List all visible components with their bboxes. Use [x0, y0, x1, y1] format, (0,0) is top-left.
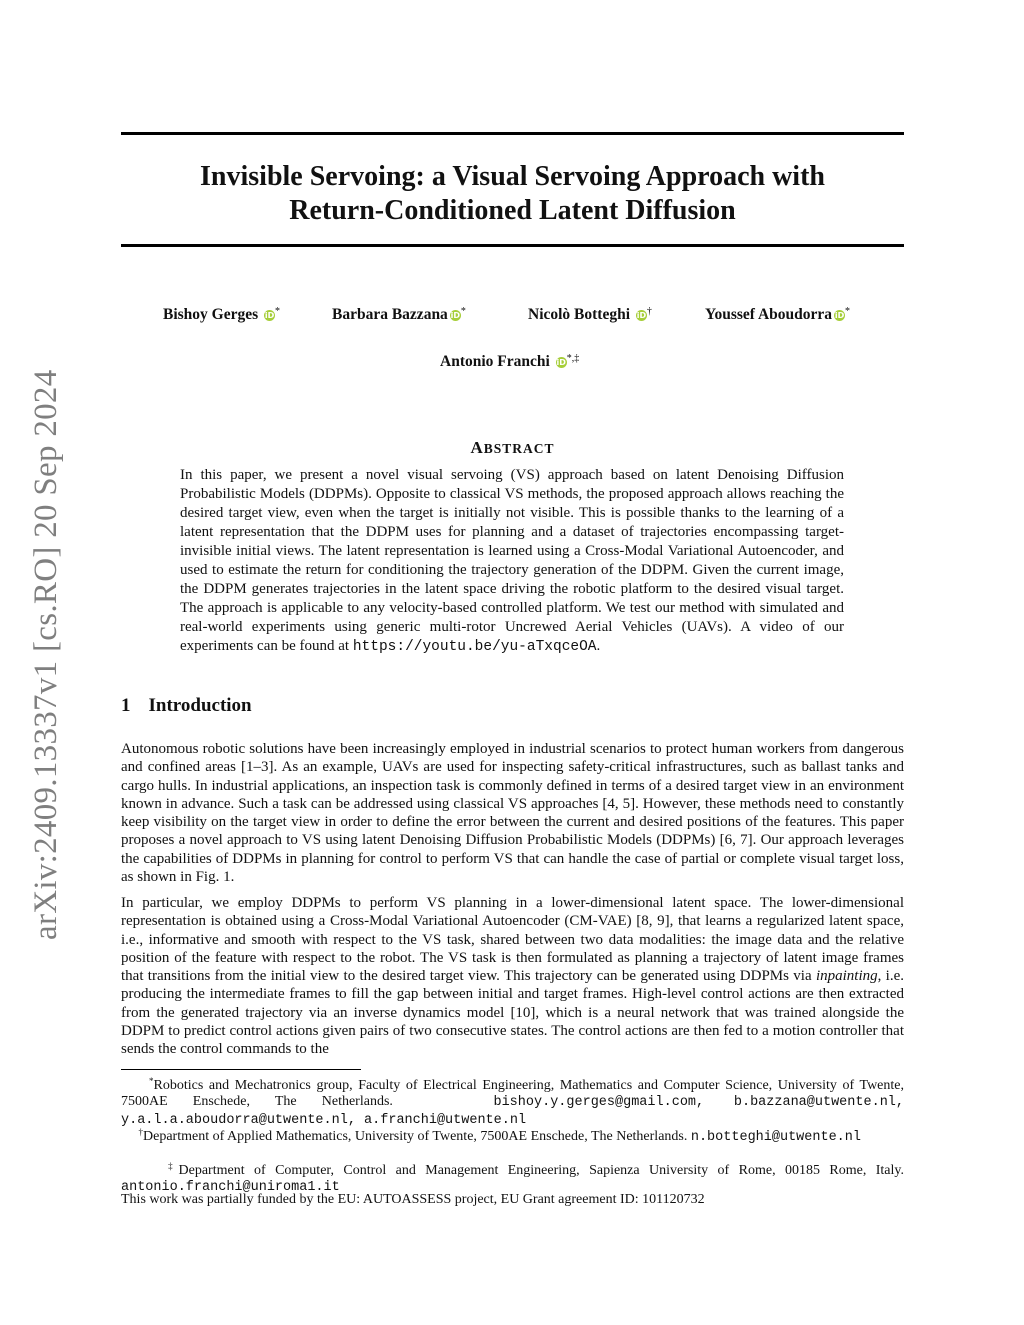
- title-bottom-rule: [121, 244, 904, 247]
- title-line-2: Return-Conditioned Latent Diffusion: [289, 195, 736, 226]
- author-name: Bishoy Gerges: [163, 306, 259, 323]
- section-title: Introduction: [148, 695, 252, 716]
- footnote-rule: [121, 1069, 361, 1070]
- funding-note: This work was partially funded by the EU: AUTOASSESS project, EU Grant agreement ID: 101120732: [121, 1192, 705, 1207]
- orcid-icon[interactable]: iD: [636, 311, 647, 320]
- title-line-1: Invisible Servoing: a Visual Servoing Approach with: [200, 161, 825, 192]
- intro-p2-part-b: , i.e. producing the intermediate frames to fill the gap between initial and target frames. High-level control actions are then extracted from the generated trajectory via an inverse dynamics model [10], which is a neural network that was trained alongside the DDPM to predict control actions given pairs of two consecutive states. The control actions are then fed to a motion controller that sends the control commands to the: [121, 968, 905, 1058]
- footnote-mark: ‡: [168, 1161, 179, 1171]
- video-link[interactable]: https://youtu.be/yu-aTxqceOA: [352, 639, 597, 655]
- section-heading: [121, 695, 252, 717]
- top-rule: [121, 132, 904, 135]
- author-1: [163, 306, 280, 324]
- footnote-mark: †: [138, 1127, 143, 1137]
- footnote-3: [121, 1158, 904, 1197]
- author-5: [440, 353, 579, 371]
- orcid-icon[interactable]: iD: [450, 311, 460, 320]
- orcid-icon[interactable]: iD: [556, 358, 566, 367]
- footnote-text: Department of Applied Mathematics, University of Twente, 7500AE Enschede, The Netherlands.: [143, 1129, 688, 1144]
- footnote-2: [121, 1124, 904, 1146]
- author-affil-mark: *,‡: [566, 353, 580, 364]
- abstract-heading-initial: A: [470, 438, 484, 457]
- footnote-1: [121, 1073, 904, 1129]
- author-name: Antonio Franchi: [440, 353, 550, 370]
- footnote-text: Department of Computer, Control and Management Engineering, Sapienza University of Rome, 00185 Rome, Italy.: [178, 1163, 904, 1178]
- author-name: Nicolò Botteghi: [528, 306, 631, 323]
- footnote-email[interactable]: antonio.franchi@uniroma1.it: [121, 1180, 340, 1196]
- intro-paragraph-2: [121, 894, 904, 1059]
- footnote-text: Robotics and Mechatronics group, Faculty of Electrical Engineering, Mathematics and Computer Science, University of Twente, 7500AE Enschede, The Netherlands.: [121, 1078, 904, 1110]
- abstract-text: In this paper, we present a novel visual servoing (VS) approach based on latent Denoising Diffusion Probabilistic Models (DDPMs). Opposite to classical VS methods, the proposed approach allows reaching the desired target view, even when the target is initially not visible. This is possible thanks to the learning of a latent representation that the DDPM uses for planning and a dataset of trajectories encompassing target-invisible initial views. The latent representation is learned using a Cross-Modal Variational Autoencoder, and used to estimate the return for conditioning the trajectory generation of the DDPM. Given the current image, the DDPM generates trajectories in the latent space driving the robotic platform to the desired visual target. The approach is applicable to any velocity-based controlled platform. We test our method with simulated and real-world experiments using generic multi-rotor Uncrewed Aerial Vehicles (UAVs). A video of our experiments can be found at: [180, 467, 844, 654]
- author-affil-mark: *: [275, 306, 281, 317]
- author-name: Youssef Aboudorra: [705, 306, 833, 323]
- author-4: [705, 306, 850, 324]
- footnote-email[interactable]: n.botteghi@utwente.nl: [690, 1130, 861, 1145]
- abstract-heading: [121, 438, 904, 458]
- author-name: Barbara Bazzana: [332, 306, 448, 323]
- section-number: 1: [121, 695, 131, 716]
- paper-title: [121, 160, 904, 228]
- author-affil-mark: *: [845, 306, 851, 317]
- intro-p2-emphasis: inpainting: [815, 968, 878, 985]
- abstract-heading-rest: BSTRACT: [483, 441, 555, 456]
- author-affil-mark: *: [460, 306, 466, 317]
- abstract-end: .: [596, 638, 601, 654]
- arxiv-stamp: arXiv:2409.13337v1 [cs.RO] 20 Sep 2024: [28, 369, 64, 940]
- author-3: [528, 306, 652, 324]
- orcid-icon[interactable]: iD: [834, 311, 845, 320]
- footnote-mark: *: [149, 1076, 154, 1086]
- footnote-emails[interactable]: bishoy.y.gerges@gmail.com, b.bazzana@utwente.nl, y.a.l.a.aboudorra@utwente.nl, a.franchi@utwente.nl: [121, 1095, 904, 1128]
- intro-p2-part-a: In particular, we employ DDPMs to perform VS planning in a lower-dimensional latent space. The lower-dimensional representation is obtained using a Cross-Modal Variational Autoencoder (CM-VAE) [8, 9], that learns a regularized latent space, i.e., informative and smooth with respect to the VS task, shared between two data modalities: the image data and the relative position of the feature with respect to the robot. The VS task is then formulated as planning a trajectory of latent image frames that transitions from the initial view to the desired target view. This trajectory can be generated using DDPMs via: [121, 895, 904, 985]
- author-affil-mark: †: [646, 306, 652, 317]
- orcid-icon[interactable]: iD: [264, 311, 275, 320]
- author-2: [332, 306, 466, 324]
- abstract-body: [180, 466, 844, 657]
- intro-paragraph-1: Autonomous robotic solutions have been increasingly employed in industrial scenarios to protect human workers from dangerous and confined areas [1–3]. As an example, UAVs are used for inspecting safety-critical infrastructures, such as ballast tanks and cargo hulls. In industrial applications, an inspection task is commonly defined in terms of a desired target view in an environment known in advance. Such a task can be addressed using classical VS approaches [4, 5]. However, these methods need to constantly keep visibility on the target view in order to define the error between the current and desired positions of the features. This paper proposes a novel approach to VS using latent Denoising Diffusion Probabilistic Models (DDPMs) [6, 7]. Our approach leverages the capabilities of DDPMs in planning for control to perform VS that can handle the case of partial or complete visual target loss, as shown in Fig. 1.: [121, 741, 904, 886]
